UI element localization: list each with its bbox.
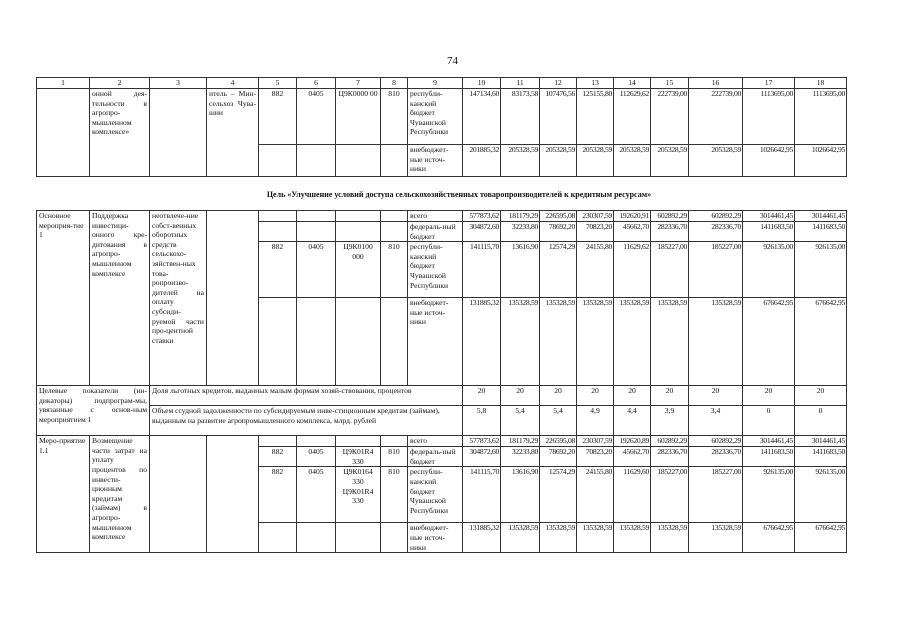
row-task-cell: неотвлече-ние собст-венных оборотных средств сельскохо-зяйствен-ных това-ропроизво-дителей на оплату субсиди-руемой части про-центной ставки xyxy=(150,211,207,386)
rzpr-cell xyxy=(297,436,336,447)
value-cell: 226595,08 xyxy=(540,436,577,447)
header-cell: 13 xyxy=(577,78,614,89)
value-cell: 926135,00 xyxy=(743,242,795,298)
value-cell: 135328,59 xyxy=(501,523,540,553)
csr-cell xyxy=(336,436,381,447)
csr-cell xyxy=(336,523,381,553)
targets-label-cell: Целевые показатели (ин-дикаторы) подпрограм-мы, увязанные с основ-ным мероприятием 1 xyxy=(37,386,150,436)
value-cell: 147134,60 xyxy=(463,89,501,145)
value-cell: 676642,95 xyxy=(795,523,847,553)
value-cell: 192620,89 xyxy=(614,436,651,447)
rzpr-cell xyxy=(297,298,336,386)
value-cell: 70823,20 xyxy=(577,447,614,467)
rzpr-cell xyxy=(297,145,336,177)
value-cell: 926135,00 xyxy=(795,242,847,298)
value-cell: 3,4 xyxy=(689,406,743,436)
value-cell: 135328,59 xyxy=(651,298,689,386)
csr-cell: Ц9К0000 00 xyxy=(336,89,381,145)
value-cell: 78692,20 xyxy=(540,447,577,467)
value-cell: 282336,70 xyxy=(689,222,743,242)
value-cell: 201885,32 xyxy=(463,145,501,177)
value-cell: 3,9 xyxy=(651,406,689,436)
value-cell: 4,9 xyxy=(577,406,614,436)
value-cell: 5,4 xyxy=(540,406,577,436)
header-cell: 14 xyxy=(614,78,651,89)
value-cell: 185227,00 xyxy=(651,467,689,523)
value-cell: 135328,59 xyxy=(651,523,689,553)
table-row xyxy=(37,406,847,436)
vr-cell: 810 xyxy=(381,242,408,298)
source-cell: республи-канский бюджет Чувашской Республики xyxy=(408,242,463,298)
vr-cell: 810 xyxy=(381,89,408,145)
value-cell: 181179,29 xyxy=(501,211,540,222)
grbs-cell: 882 xyxy=(259,89,297,145)
grbs-cell: 882 xyxy=(259,242,297,298)
value-cell: 185227,00 xyxy=(689,242,743,298)
value-cell: 125155,80 xyxy=(577,89,614,145)
value-cell: 131885,32 xyxy=(463,298,501,386)
vr-cell: 810 xyxy=(381,467,408,523)
value-cell: 926135,00 xyxy=(743,467,795,523)
grbs-cell xyxy=(259,436,297,447)
page-number: 74 xyxy=(447,55,458,67)
rzpr-cell xyxy=(297,222,336,242)
value-cell: 141115,70 xyxy=(463,467,501,523)
header-cell: 17 xyxy=(743,78,795,89)
value-cell: 45662,70 xyxy=(614,222,651,242)
value-cell: 577873,62 xyxy=(463,211,501,222)
csr-cell: Ц9К0164 330 Ц9К01R4 330 xyxy=(336,467,381,523)
value-cell: 24155,80 xyxy=(577,242,614,298)
value-cell: 676642,95 xyxy=(743,523,795,553)
value-cell: 0 xyxy=(795,406,847,436)
table-row xyxy=(37,436,847,447)
row-name-cell: Возмещение части затрат на уплату процентов по инвести-ционным кредитам (займам) в агропро-мышленном комплексе xyxy=(90,436,150,553)
value-cell: 1411683,50 xyxy=(743,222,795,242)
value-cell: 1026642,95 xyxy=(743,145,795,177)
source-cell: республи-канский бюджет Чувашской Республики xyxy=(408,467,463,523)
value-cell: 926135,00 xyxy=(795,467,847,523)
value-cell: 181179,29 xyxy=(501,436,540,447)
value-cell: 32233,80 xyxy=(501,447,540,467)
value-cell: 676642,95 xyxy=(795,298,847,386)
vr-cell xyxy=(381,523,408,553)
header-cell: 11 xyxy=(501,78,540,89)
grbs-cell xyxy=(259,145,297,177)
value-cell: 602892,29 xyxy=(651,211,689,222)
value-cell: 230307,59 xyxy=(577,436,614,447)
source-cell: всего xyxy=(408,211,463,222)
header-cell: 15 xyxy=(651,78,689,89)
row-type-cell: Основное мероприя-тие 1 xyxy=(37,211,90,386)
vr-cell xyxy=(381,211,408,222)
value-cell: 282336,70 xyxy=(651,222,689,242)
csr-cell xyxy=(336,298,381,386)
table-row xyxy=(37,89,847,145)
csr-cell xyxy=(336,211,381,222)
value-cell: 135328,59 xyxy=(614,523,651,553)
value-cell: 205328,59 xyxy=(689,145,743,177)
vr-cell xyxy=(381,436,408,447)
value-cell: 602892,29 xyxy=(689,211,743,222)
grbs-cell xyxy=(259,222,297,242)
source-cell: федераль-ный бюджет xyxy=(408,447,463,467)
header-cell: 9 xyxy=(408,78,463,89)
value-cell: 70823,20 xyxy=(577,222,614,242)
header-cell: 6 xyxy=(297,78,336,89)
vr-cell: 810 xyxy=(381,447,408,467)
row-type-cell: Меро-приятие 1.1 xyxy=(37,436,90,553)
value-cell: 1411683,50 xyxy=(795,447,847,467)
vr-cell xyxy=(381,145,408,177)
value-cell: 282336,70 xyxy=(689,447,743,467)
row-type-cell xyxy=(37,89,90,177)
value-cell: 205328,59 xyxy=(540,145,577,177)
value-cell: 1113695,00 xyxy=(795,89,847,145)
value-cell: 11629,60 xyxy=(614,467,651,523)
value-cell: 12574,29 xyxy=(540,467,577,523)
grbs-cell xyxy=(259,211,297,222)
grbs-cell: 882 xyxy=(259,447,297,467)
value-cell: 1411683,50 xyxy=(795,222,847,242)
row-task-cell xyxy=(150,89,207,177)
value-cell: 3014461,45 xyxy=(743,436,795,447)
value-cell: 24155,80 xyxy=(577,467,614,523)
value-cell: 135328,59 xyxy=(577,523,614,553)
value-cell: 135328,59 xyxy=(689,523,743,553)
value-cell: 3014461,45 xyxy=(795,211,847,222)
value-cell: 112629,62 xyxy=(614,89,651,145)
value-cell: 1026642,95 xyxy=(795,145,847,177)
value-cell: 20 xyxy=(651,386,689,406)
header-cell: 4 xyxy=(207,78,259,89)
value-cell: 577873,62 xyxy=(463,436,501,447)
source-cell: внебюджет-ные источ-ники xyxy=(408,145,463,177)
value-cell: 78692,20 xyxy=(540,222,577,242)
value-cell: 5,4 xyxy=(501,406,540,436)
row-name-cell: онной дея-тельности в агропро-мышленном комплексе» xyxy=(90,89,150,177)
value-cell: 0 xyxy=(743,406,795,436)
value-cell: 20 xyxy=(743,386,795,406)
value-cell: 13616,90 xyxy=(501,467,540,523)
source-cell: внебюджет-ные источ-ники xyxy=(408,523,463,553)
value-cell: 185227,00 xyxy=(689,467,743,523)
rzpr-cell: 0405 xyxy=(297,242,336,298)
row-name-cell: Поддержка инвестици-онного кре-дитования в агропро-мышленном комплексе xyxy=(90,211,150,386)
vr-cell xyxy=(381,222,408,242)
source-cell: всего xyxy=(408,436,463,447)
row-executor-cell: итель – Мин-сельхоз Чува-шии xyxy=(207,89,259,177)
value-cell: 1113695,00 xyxy=(743,89,795,145)
rzpr-cell xyxy=(297,523,336,553)
value-cell: 222739,00 xyxy=(651,89,689,145)
value-cell: 304872,60 xyxy=(463,222,501,242)
value-cell: 131885,32 xyxy=(463,523,501,553)
value-cell: 135328,59 xyxy=(689,298,743,386)
indicator-cell: Объем ссудной задолженности по субсидируемым инве-стиционным кредитам (займам), выданным на развитие агропромышленного комплекса, млрд. рублей xyxy=(150,406,463,436)
value-cell: 304872,60 xyxy=(463,447,501,467)
value-cell: 205328,59 xyxy=(614,145,651,177)
value-cell: 135328,59 xyxy=(577,298,614,386)
value-cell: 20 xyxy=(540,386,577,406)
value-cell: 676642,95 xyxy=(743,298,795,386)
grbs-cell: 882 xyxy=(259,467,297,523)
value-cell: 13616,90 xyxy=(501,242,540,298)
grbs-cell xyxy=(259,298,297,386)
csr-cell xyxy=(336,222,381,242)
table-row xyxy=(37,211,847,222)
value-cell: 135328,59 xyxy=(614,298,651,386)
value-cell: 185227,00 xyxy=(651,242,689,298)
value-cell: 45662,70 xyxy=(614,447,651,467)
value-cell: 135328,59 xyxy=(540,298,577,386)
rzpr-cell: 0405 xyxy=(297,447,336,467)
header-cell: 8 xyxy=(381,78,408,89)
value-cell: 11629,62 xyxy=(614,242,651,298)
header-cell: 1 xyxy=(37,78,90,89)
value-cell: 192620,91 xyxy=(614,211,651,222)
indicator-cell: Доля льготных кредитов, выданных малым формам хозяй-ствования, процентов xyxy=(150,386,463,406)
value-cell: 222739,00 xyxy=(689,89,743,145)
header-cell: 5 xyxy=(259,78,297,89)
value-cell: 4,4 xyxy=(614,406,651,436)
header-cell: 18 xyxy=(795,78,847,89)
value-cell: 135328,59 xyxy=(540,523,577,553)
row-task-cell xyxy=(150,436,207,553)
row-executor-cell xyxy=(207,436,259,553)
vr-cell xyxy=(381,298,408,386)
header-cell: 10 xyxy=(463,78,501,89)
value-cell: 3014461,45 xyxy=(743,211,795,222)
value-cell: 5,8 xyxy=(463,406,501,436)
value-cell: 205328,59 xyxy=(651,145,689,177)
header-cell: 3 xyxy=(150,78,207,89)
value-cell: 230307,59 xyxy=(577,211,614,222)
grbs-cell xyxy=(259,523,297,553)
value-cell: 107476,56 xyxy=(540,89,577,145)
source-cell: внебюджет-ные источ-ники xyxy=(408,298,463,386)
csr-cell: Ц9К01R4 330 xyxy=(336,447,381,467)
value-cell: 12574,29 xyxy=(540,242,577,298)
value-cell: 32233,80 xyxy=(501,222,540,242)
value-cell: 205328,59 xyxy=(501,145,540,177)
value-cell: 20 xyxy=(689,386,743,406)
header-cell: 16 xyxy=(689,78,743,89)
rzpr-cell: 0405 xyxy=(297,467,336,523)
value-cell: 141115,70 xyxy=(463,242,501,298)
value-cell: 20 xyxy=(795,386,847,406)
header-row xyxy=(37,78,847,89)
value-cell: 83173,58 xyxy=(501,89,540,145)
goal-title: Цель «Улучшение условий доступа сельскохозяйственных товаропроизводителей к кредитным ресурсам» xyxy=(266,190,652,199)
value-cell: 135328,59 xyxy=(501,298,540,386)
value-cell: 3014461,45 xyxy=(795,436,847,447)
value-cell: 602892,29 xyxy=(689,436,743,447)
value-cell: 20 xyxy=(501,386,540,406)
value-cell: 205328,59 xyxy=(577,145,614,177)
value-cell: 20 xyxy=(577,386,614,406)
goal-spacer-row xyxy=(37,177,847,211)
source-cell: республи-канский бюджет Чувашской Республики xyxy=(408,89,463,145)
value-cell: 226595,08 xyxy=(540,211,577,222)
value-cell: 20 xyxy=(614,386,651,406)
value-cell: 20 xyxy=(463,386,501,406)
csr-cell xyxy=(336,145,381,177)
header-cell: 2 xyxy=(90,78,150,89)
value-cell: 282336,70 xyxy=(651,447,689,467)
value-cell: 1411683,50 xyxy=(743,447,795,467)
source-cell: федераль-ный бюджет xyxy=(408,222,463,242)
header-cell: 7 xyxy=(336,78,381,89)
program-table xyxy=(36,77,847,553)
value-cell: 602892,29 xyxy=(651,436,689,447)
csr-cell: Ц9К0100 000 xyxy=(336,242,381,298)
header-cell: 12 xyxy=(540,78,577,89)
rzpr-cell: 0405 xyxy=(297,89,336,145)
table-row xyxy=(37,386,847,406)
row-executor-cell xyxy=(207,211,259,386)
rzpr-cell xyxy=(297,211,336,222)
